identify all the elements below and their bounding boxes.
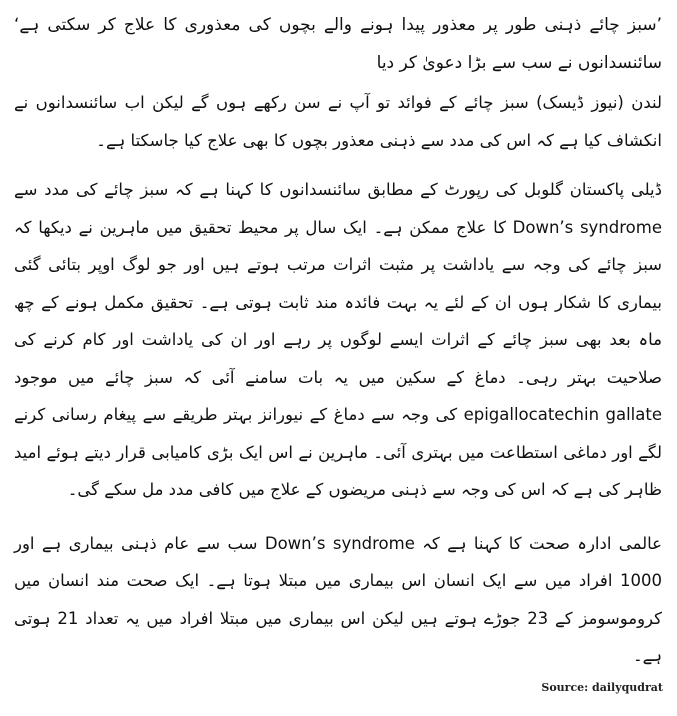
article-paragraph-who: عالمی ادارہ صحت کا کہنا ہے کہ Down’s syndrome سب سے عام ذہنی بیماری ہے اور 1000 افراد میں سے ایک انسان اس بیماری میں مبتلا ہوتا ہے۔ ایک صحت مند انسان میں کروموسومز کے 23 جوڑے ہوتے ہیں لیکن اس بیماری میں مبتلا افراد میں یہ تعداد 21 ہوتی ہے۔ [14, 533, 663, 665]
source-credit: Source: dailyqudrat [541, 681, 663, 694]
article-paragraph-intro: لندن (نیوز ڈیسک) سبز چائے کے فوائد تو آپ نے سن رکھے ہوں گے لیکن اب سائنسدانوں نے انکشاف کیا ہے کہ اس کی مدد سے ذہنی معذور بچوں کا بھی علاج کیا جاسکتا ہے۔ [14, 93, 662, 150]
article-headline: ’سبز چائے ذہنی طور پر معذور پیدا ہونے والے بچوں کی معذوری کا علاج کر سکتی ہے‘ سائنسدانوں نے سب سے بڑا دعویٰ کر دیا [14, 15, 662, 73]
article-body [14, 6, 662, 681]
article-paragraph-report: ڈیلی پاکستان گلوبل کی رپورٹ کے مطابق سائنسدانوں کا کہنا ہے کہ سبز چائے کی مدد سے Down’s syndrome کا علاج ممکن ہے۔ ایک سال پر محیط تحقیق میں ماہرین نے دیکھا کہ سبز چائے کی وجہ سے یاداشت پر مثبت اثرات مرتب ہوتے ہیں اور جو لوگ اوپر بتائی گئی بیماری کا شکار ہوں ان کے لئے یہ بہت فائدہ مند ثابت ہوتی ہے۔ تحقیق مکمل ہونے کے چھ ماہ بعد بھی سبز چائے کے اثرات ایسے لوگوں پر رہے اور ان کی یاداشت اور کام کرنے کی صلاحیت بہتر رہی۔ دماغ کے سکین میں یہ بات سامنے آئی کہ سبز چائے میں موجود epigallocatechin gallate کی وجہ سے دماغ کے نیورانز بہتر طریقے سے پیغام رسانی کرنے لگے اور دماغی استطاعت میں بہتری آئی۔ ماہرین نے اس ایک بڑی کامیابی قرار دیتے ہوئے امید ظاہر کی ہے کہ اس کی وجہ سے ذہنی مریضوں کے علاج میں کافی مدد مل سکے گی۔ [14, 180, 663, 499]
